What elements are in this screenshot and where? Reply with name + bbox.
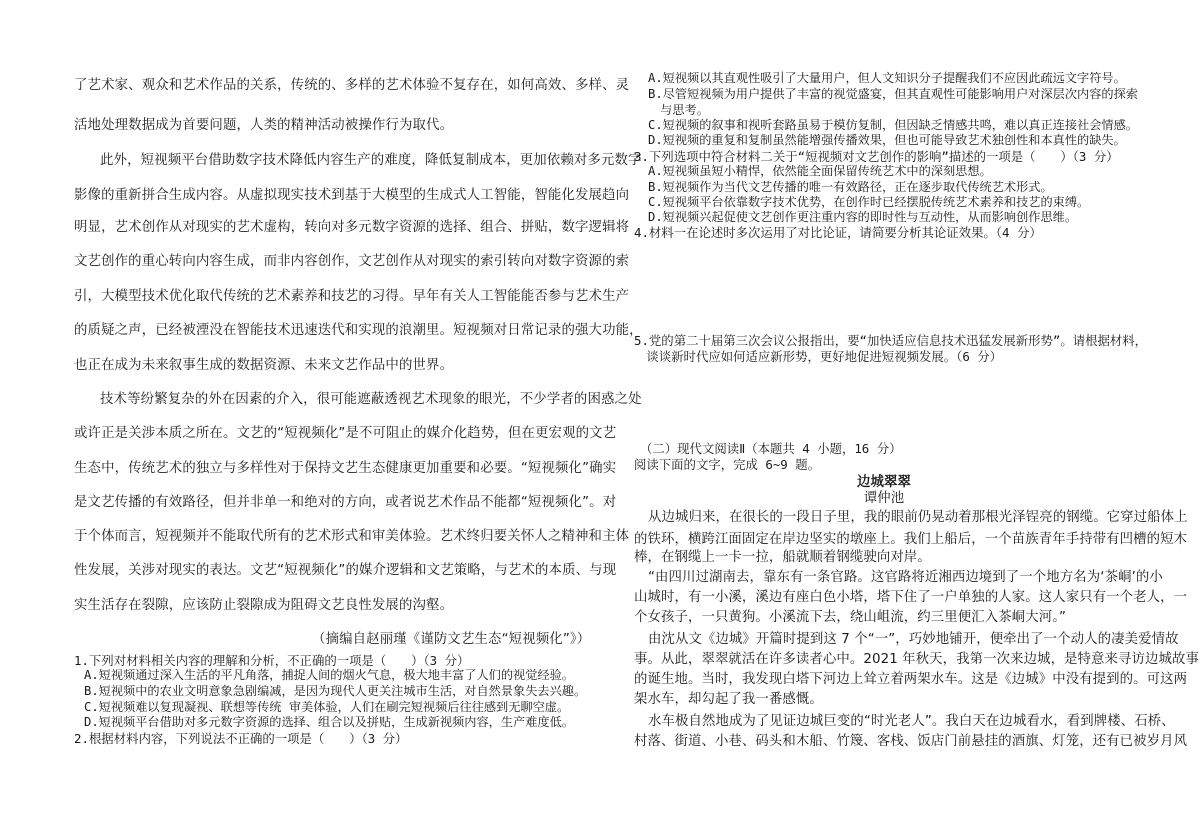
question-3: 3.下列选项中符合材料二关于“短视频对文艺创作的影响”描述的一项是（ ）（3 分） [634, 149, 1119, 164]
passage-line: 水车极自然地成为了见证边城巨变的“时光老人”。我白天在边城看水，看到牌楼、石桥、 [648, 714, 1175, 729]
question-1-option-b: B.短视频中的农业文明意象急剧编减，是因为现代人更关注城市生活，对自然景象失去兴趣。 [84, 684, 587, 698]
passage-line: 的铁环，横跨江面固定在岸边坚实的墩座上。我们上船后，一个苗族青年手持带有凹槽的短木 [634, 532, 1188, 547]
question-5-cont: 谈谈新时代应如何适应新形势，更好地促进短视频发展。（6 分） [634, 349, 1003, 364]
question-2-option-c: C.短视频的叙事和视听套路虽易于模仿复制，但因缺乏情感共鸣，难以真正连接社会情感。 [648, 118, 1138, 132]
passage-line: “由四川过湖南去，靠东有一条官路。这官路将近湘西边境到了一个地方名为‘茶峒’的小 [648, 570, 1163, 585]
question-1-option-c: C.短视频难以复现凝视、联想等传统 审美体验，人们在刷完短视频后往往感到无聊空虚。 [84, 700, 570, 714]
passage-line: 也正在成为未来叙事生成的数据资源、未来文艺作品中的世界。 [74, 358, 454, 373]
passage-line: 架水车，却勾起了我一番感慨。 [634, 692, 823, 707]
question-5: 5.党的第二十届第三次会议公报指出，要“加快适应信息技术迅猛发展新形势”。请根据材料， [634, 333, 1148, 348]
passage-line: 引，大模型技术优化取代传统的艺术素养和技艺的习得。早年有关人工智能能否参与艺术生产 [74, 289, 630, 304]
question-2-option-a: A.短视频以其直观性吸引了大量用户，但人文知识分子提醒我们不应因此疏远文字符号。 [648, 71, 1126, 85]
question-2: 2.根据材料内容，下列说法不正确的一项是（ ）（3 分） [74, 731, 408, 746]
reading-instruction: 阅读下面的文字，完成 6~9 题。 [634, 457, 820, 472]
passage-line: 于个体而言，短视频并不能取代所有的艺术形式和审美体验。艺术终归要关怀人之精神和主体 [74, 529, 630, 544]
source-citation: （摘编自赵丽瑾《谨防文艺生态“短视频化”》） [312, 632, 591, 647]
passage-line: 的质疑之声，已经被湮没在智能技术迅速迭代和实现的浪潮里。短视频对日常记录的强大功能， [74, 323, 643, 338]
question-3-option-d: D.短视频兴起促使文艺创作更注重内容的即时性与互动性，从而影响创作思维。 [648, 210, 1078, 224]
passage-line: 此外，短视频平台借助数字技术降低内容生产的难度，降低复制成本，更加依赖对多元数字 [100, 153, 642, 168]
passage-line: 的诞生地。当时，我发现白塔下河边上耸立着两架水车。这是《边城》中没有提到的。可这两 [634, 672, 1188, 687]
question-3-option-a: A.短视频虽短小精悍，依然能全面保留传统艺术中的深刻思想。 [648, 164, 992, 178]
passage-line: 技术等纷繁复杂的外在因素的介入，很可能遮蔽透视艺术现象的眼光，不少学者的困惑之处 [100, 392, 642, 407]
passage-line: 影像的重新拼合生成内容。从虚拟现实技术到基于大模型的生成式人工智能，智能化发展趋向 [74, 188, 630, 203]
passage-line: 山城时，有一小溪，溪边有座白色小塔，塔下住了一户单独的人家。这人家只有一个老人，一 [634, 590, 1188, 605]
passage-author: 谭仲池 [863, 491, 905, 506]
passage-line: 性发展，关涉对现实的表达。文艺“短视频化”的媒介逻辑和文艺策略，与艺术的本质、与现 [74, 563, 617, 578]
passage-line: 事。从此，翠翠就活在许多读者心中。2021 年秋天，我第一次来边城，是特意来寻访边城故事 [634, 652, 1199, 667]
passage-line: 实生活存在裂隙，应该防止裂隙成为阻碍文艺良性发展的沟壑。 [74, 598, 454, 613]
passage-line: 棒，在钢缆上一卡一拉，船就顺着钢缆驶向对岸。 [634, 550, 931, 565]
question-2-option-d: D.短视频的重复和复制虽然能增强传播效果，但也可能导致艺术独创性和本真性的缺失。 [648, 133, 1126, 147]
question-3-option-b: B.短视频作为当代文艺传播的唯一有效路径，正在逐步取代传统艺术形式。 [648, 180, 1053, 194]
passage-line: 个女孩子，一只黄狗。小溪流下去，绕山岨流，约三里便汇入茶峒大河。” [634, 610, 1067, 625]
passage-line: 村落、街道、小巷、码头和木船、竹篾、客栈、饭店门前悬挂的酒旗、灯笼，还有已被岁月风 [634, 734, 1188, 749]
passage-line: 从边城归来，在很长的一段日子里，我的眼前仍晃动着那根光泽锃亮的钢缆。它穿过船体上 [648, 510, 1188, 525]
passage-line: 由沈从文《边城》开篇时提到这 7 个“一”，巧妙地铺开，便牵出了一个动人的凄美爱情故 [648, 632, 1179, 647]
passage-line: 了艺术家、观众和艺术作品的关系，传统的、多样的艺术体验不复存在，如何高效、多样、灵 [74, 78, 630, 93]
passage-line: 是文艺传播的有效路径，但并非单一和绝对的方向，或者说艺术作品不能都“短视频化”。对 [74, 495, 617, 510]
question-1-option-d: D.短视频平台借助对多元数字资源的选择、组合以及拼贴，生成新视频内容，生产难度低。 [84, 715, 574, 729]
question-4: 4.材料一在论述时多次运用了对比论证，请简要分析其论证效果。（4 分） [634, 225, 1042, 240]
passage-line: 活地处理数据成为首要问题，人类的精神活动被操作行为取代。 [74, 118, 454, 133]
section-heading: （二）现代文阅读Ⅱ（本题共 4 小题，16 分） [640, 441, 902, 456]
question-2-option-b: B.尽管短视频为用户提供了丰富的视觉盛宴，但其直观性可能影响用户对深层次内容的探索 [648, 87, 1138, 101]
passage-title: 边城翠翠 [857, 475, 911, 490]
question-2-option-b-cont: 与思考。 [648, 103, 709, 117]
passage-line: 明显，艺术创作从对现实的艺术虚构，转向对多元数字资源的选择、组合、拼贴，数字逻辑将 [74, 220, 630, 235]
passage-line: 或许正是关涉本质之所在。文艺的“短视频化”是不可阻止的媒介化趋势，但在更宏观的文艺 [74, 426, 617, 441]
question-1-option-a: A.短视频通过深入生活的平凡角落，捕捉人间的烟火气息，极大地丰富了人们的视觉经验。 [84, 668, 574, 682]
passage-line: 文艺创作的重心转向内容生成，而非内容创作，文艺创作从对现实的索引转向对数字资源的索 [74, 254, 630, 269]
question-3-option-c: C.短视频平台依靠数字技术优势，在创作时已经摆脱传统艺术素养和技艺的束缚。 [648, 195, 1090, 209]
question-1: 1.下列对材料相关内容的理解和分析，不正确的一项是（ ）（3 分） [74, 653, 470, 668]
passage-line: 生态中，传统艺术的独立与多样性对于保持文艺生态健康更加重要和必要。“短视频化”确实 [74, 461, 617, 476]
